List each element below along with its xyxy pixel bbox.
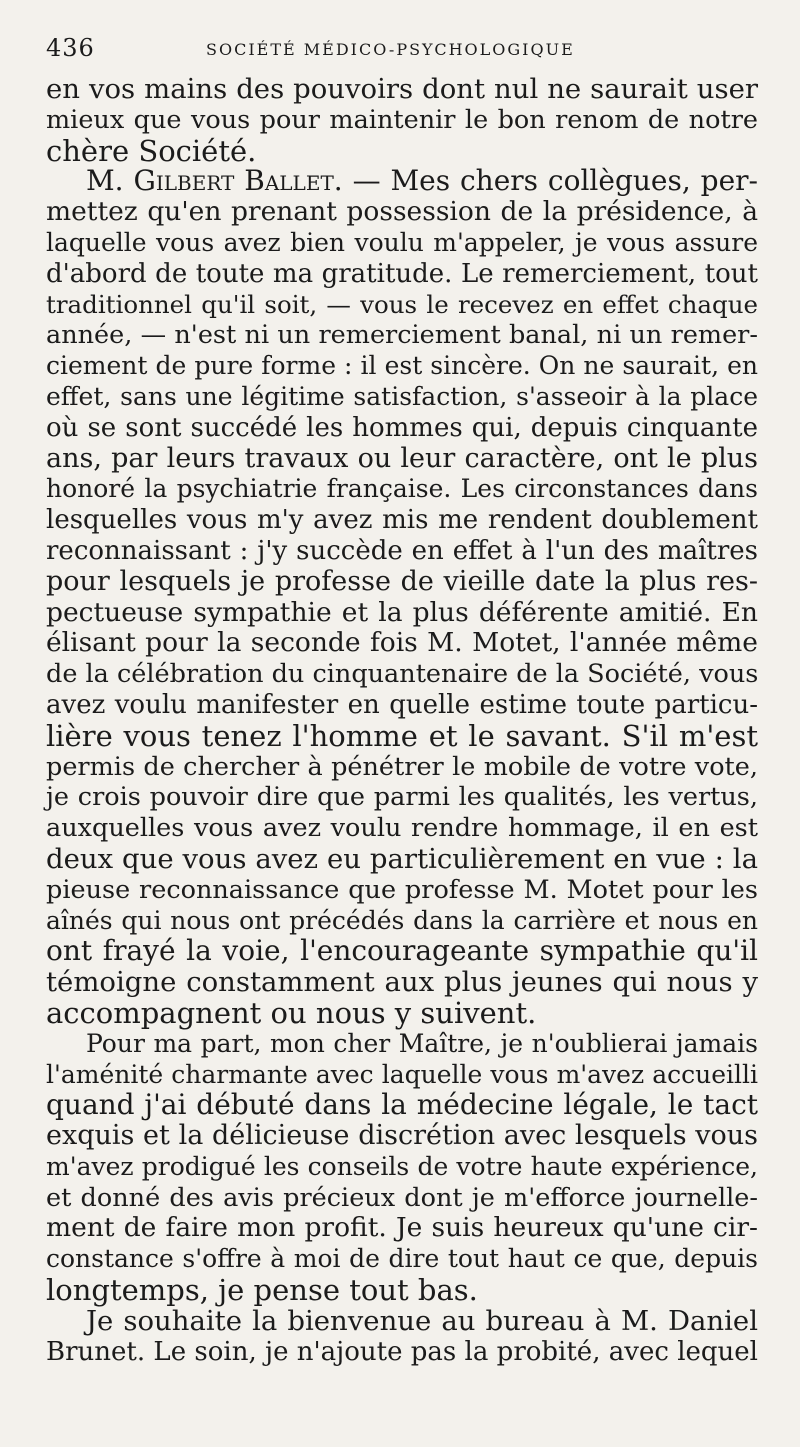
text-line: de la célébration du cinquantenaire de la Société, vous [46,659,759,690]
text-line: quand j'ai débuté dans la médecine légale, le tact [46,1088,758,1122]
text-line: Je souhaite la bienvenue au bureau à M. Daniel [86,1304,758,1337]
text-line: longtemps, je pense tout bas. [46,1273,478,1308]
text-line: Brunet. Le soin, je n'ajoute pas la probité, avec lequel [46,1336,758,1367]
text-line: élisant pour la seconde fois M. Motet, l'année même [46,627,758,659]
text-line: année, — n'est ni un remerciement banal, ni un remer- [46,320,758,351]
text-line: pectueuse sympathie et la plus déférente amitié. En [46,596,758,628]
text-line: honoré la psychiatrie française. Les circonstances dans [46,474,758,504]
text-line: m'avez prodigué les conseils de votre haute expérience, [46,1151,758,1181]
text-line: aînés qui nous ont précédés dans la carrière et nous en [46,905,758,935]
text-line: mettez qu'en prenant possession de la présidence, à [46,196,758,228]
running-head [46,30,756,74]
text-line: où se sont succédé les hommes qui, depuis cinquante [46,412,758,443]
text-line: exquis et la délicieuse discrétion avec lesquels vous [46,1120,758,1152]
text-line: en vos mains des pouvoirs dont nul ne saurait user [46,73,758,105]
text-line: témoigne constamment aux plus jeunes qui nous y [46,966,758,999]
speaker-name: Gilbert Ballet. [133,164,343,198]
running-title: SOCIÉTÉ MÉDICO-PSYCHOLOGIQUE [206,40,575,59]
text-line: deux que vous avez eu particulièrement en vue : la [46,842,758,875]
text-line: Pour ma part, mon cher Maître, je n'oublierai jamais [86,1028,758,1058]
text-line: constance s'offre à moi de dire tout haut ce que, depuis [46,1244,758,1274]
text-line: je crois pouvoir dire que parmi les qualités, les vertus, [46,782,758,813]
text-line: ans, par leurs travaux ou leur caractère, ont le plus [46,442,758,474]
text-line: mieux que vous pour maintenir le bon renom de notre [46,104,758,135]
text-line: l'aménité charmante avec laquelle vous m'avez accueilli [46,1059,758,1089]
text-line: auxquelles vous avez voulu rendre hommage, il en est [46,813,758,844]
text-line: ciement de pure forme : il est sincère. On ne saurait, en [46,351,758,381]
page-number: 436 [46,34,95,62]
text-line: d'abord de toute ma gratitude. Le remerciement, tout [46,258,758,289]
text-line: avez voulu manifester en quelle estime toute particu- [46,689,758,720]
text-line: reconnaissant : j'y succède en effet à l'un des maîtres [46,535,758,566]
text-line: ment de faire mon profit. Je suis heureux qu'une cir- [46,1212,758,1244]
text-line: pour lesquels je professe de vieille date la plus res- [46,565,758,597]
text-line: chère Société. [46,133,257,168]
text-line: traditionnel qu'il soit, — vous le recevez en effet chaque [46,289,758,319]
text-line: accompagnent ou nous y suivent. [46,995,537,1030]
text-line: pieuse reconnaissance que professe M. Motet pour les [46,874,758,905]
text-line: effet, sans une légitime satisfaction, s'asseoir à la place [46,381,758,411]
text-line: lesquelles vous m'y avez mis me rendent doublement [46,505,758,536]
body-text [46,74,758,1367]
text-line: permis de chercher à pénétrer le mobile de votre vote, [46,751,758,782]
text-line: lière vous tenez l'homme et le savant. S'il m'est [46,718,758,753]
text-line: M. Gilbert Ballet. — Mes chers collègues, per- [86,164,758,198]
text-line: laquelle vous avez bien voulu m'appeler, je vous assure [46,227,758,257]
text-line: et donné des avis précieux dont je m'efforce journelle- [46,1182,758,1213]
text-line: ont frayé la voie, l'encourageante sympathie qu'il [46,934,758,968]
